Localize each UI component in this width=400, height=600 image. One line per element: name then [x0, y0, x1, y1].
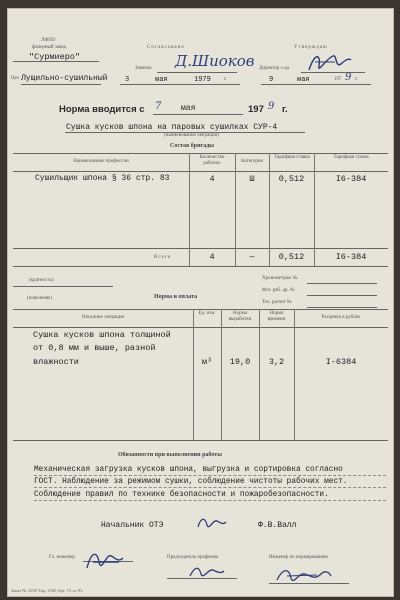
brigade-total-top — [13, 248, 388, 249]
org-name: "Сурмиеро" — [29, 52, 81, 62]
norm-right-label-2: Фот. раб. др. № — [262, 288, 295, 293]
norm-left-line-1 — [13, 286, 113, 287]
norm-right-label-1: Хронометраж № — [262, 276, 298, 281]
duties-title: Обязанности при выполнении работы — [118, 452, 222, 458]
agreed-date-suffix: г. — [224, 77, 227, 82]
approved-date-suffix: г. — [355, 77, 358, 82]
brigade-header-bottom — [13, 171, 388, 172]
org-type: фанерный завод — [32, 45, 67, 50]
union-label: Председатель профкома — [167, 555, 219, 560]
brigade-total-sum: I6-384 — [335, 252, 367, 262]
norm-left-caption-2: (поясненяе) — [27, 296, 53, 301]
agreed-date-year: 1979 — [194, 76, 211, 84]
chief-engineer-signature — [83, 544, 131, 576]
approved-date-year-suffix: 9 — [345, 72, 352, 83]
norm-right-line-1 — [307, 283, 377, 284]
approved-director-label: Директор з-да — [259, 66, 289, 71]
intro-year-letter: г. — [282, 104, 288, 115]
norm-right-line-3 — [307, 307, 377, 308]
brigade-total-rate: 0,512 — [278, 252, 305, 262]
duties-rule-3 — [34, 500, 386, 501]
norm-col-sep-3 — [259, 309, 260, 440]
brigade-row-rate: 0,512 — [278, 174, 305, 184]
operation-caption: (наименование операции) — [164, 133, 219, 138]
brigade-header-rate: Тарифная ставка — [274, 155, 310, 160]
brigade-col-sep-1 — [189, 153, 190, 266]
duties-rule-2 — [34, 487, 386, 488]
norm-price-value: I-6384 — [325, 357, 357, 367]
brigade-top-border — [13, 153, 388, 154]
approved-date-month: мая — [297, 76, 310, 84]
norm-engineer-label: Инженер по нормированию — [269, 555, 329, 560]
norm-output-value: 19,0 — [229, 357, 251, 367]
brigade-bottom-border — [13, 266, 388, 267]
norm-header-price: Расценка в рублях — [321, 315, 361, 320]
shop-underline — [21, 84, 101, 85]
agreed-handwritten-name: Д.Шиоков — [175, 52, 255, 70]
union-signature — [187, 560, 227, 582]
norm-description-line-3: влажности — [33, 357, 79, 367]
norm-header-description: Описание операции — [81, 315, 125, 320]
brigade-row-sum: I6-384 — [335, 174, 367, 184]
norm-description-line-1: Сушка кусков шпона толщиной — [33, 330, 171, 340]
norm-header-output: Норма выработки — [228, 311, 252, 322]
brigade-row-profession: Сушильщик шпона § 36 стр. 83 — [35, 174, 170, 183]
norm-col-sep-1 — [193, 309, 194, 440]
duties-line-3: Соблюдение правил по технике безопасности и пожаробезопасности. — [34, 491, 329, 499]
agreed-deputy-label: Зампом. — [135, 66, 153, 71]
intro-year-suffix: 9 — [268, 101, 275, 112]
operation-name: Сушка кусков шпона на паровых сушилках СУР-4 — [66, 123, 278, 132]
brigade-header-count: Количество рабочих — [199, 155, 225, 166]
duties-rule-1 — [34, 475, 386, 476]
org-abbr: ЛФПО — [41, 38, 56, 43]
norm-table-bottom-border — [13, 440, 388, 441]
agreed-signature-line — [157, 72, 237, 73]
brigade-col-sep-2 — [235, 153, 236, 266]
norm-table-top-border — [13, 309, 388, 310]
brigade-row-count: 4 — [209, 174, 215, 184]
norm-document-sheet — [7, 8, 394, 597]
intro-day: 7 — [155, 101, 162, 112]
chief-label: Начальник ОТЭ — [101, 521, 164, 530]
intro-label: Норма вводится с — [59, 104, 145, 115]
approved-date-day: 9 — [269, 76, 274, 84]
approved-date-year-prefix: 197 — [334, 77, 342, 82]
shop-label: Цех — [11, 76, 20, 81]
brigade-row-category: Ш — [249, 174, 255, 184]
brigade-col-sep-4 — [314, 153, 315, 266]
print-info: Заказ № 2358 Тир. 2500 Арт. 72 хх 93 — [11, 588, 83, 593]
chief-engineer-label: Гл. инженер — [49, 555, 75, 560]
duties-line-2: ГОСТ. Наблюдение за режимом сушки, соблюдение чистоты рабочих мест. — [34, 478, 348, 486]
norm-col-sep-4 — [294, 309, 295, 440]
brigade-total-category: — — [249, 252, 255, 262]
agreed-date-month: мая — [155, 76, 168, 84]
approved-date-line — [261, 84, 371, 85]
brigade-total-label: Всего — [154, 255, 172, 260]
norm-col-sep-2 — [221, 309, 222, 440]
shop-name: Лущильно-сушильный — [21, 74, 108, 83]
norm-header-unit: Ед. изм. — [198, 311, 216, 316]
norm-description-line-2: от 0,8 мм и выше, разной — [33, 343, 156, 353]
norm-left-caption-1: (кратность) — [29, 278, 54, 283]
brigade-header-sum: Тарифная сумма — [333, 155, 369, 160]
intro-month: мая — [181, 104, 196, 113]
agreed-title: Согласовано — [147, 45, 185, 50]
norm-header-time: Норма времени — [267, 311, 286, 322]
intro-year-prefix: 197 — [248, 104, 264, 115]
approved-title: Утверждаю — [294, 45, 328, 50]
agreed-date-day: 3 — [125, 76, 130, 84]
brigade-header-profession: Наименование профессии — [73, 159, 129, 164]
brigade-total-count: 4 — [209, 252, 215, 262]
norm-unit: м³ — [201, 357, 213, 367]
norm-section-title: Норма и оплата — [154, 294, 198, 300]
brigade-header-category: Категория — [241, 159, 263, 164]
norm-time-value: 3,2 — [268, 357, 285, 367]
chief-signature — [195, 513, 229, 533]
norm-table-header-bottom — [13, 327, 388, 328]
norm-right-line-2 — [307, 295, 377, 296]
norm-engineer-signature — [273, 562, 335, 588]
intro-date-line — [153, 114, 243, 115]
norm-right-label-3: Тех. расчет № — [262, 300, 292, 305]
agreed-date-line — [120, 84, 240, 85]
chief-name: Ф.В.Валл — [258, 521, 297, 530]
duties-line-1: Механическая загрузка кусков шпона, выгрузка и сортировка согласно — [34, 466, 343, 474]
brigade-title: Состав бригады — [170, 143, 214, 149]
brigade-col-sep-3 — [269, 153, 270, 266]
